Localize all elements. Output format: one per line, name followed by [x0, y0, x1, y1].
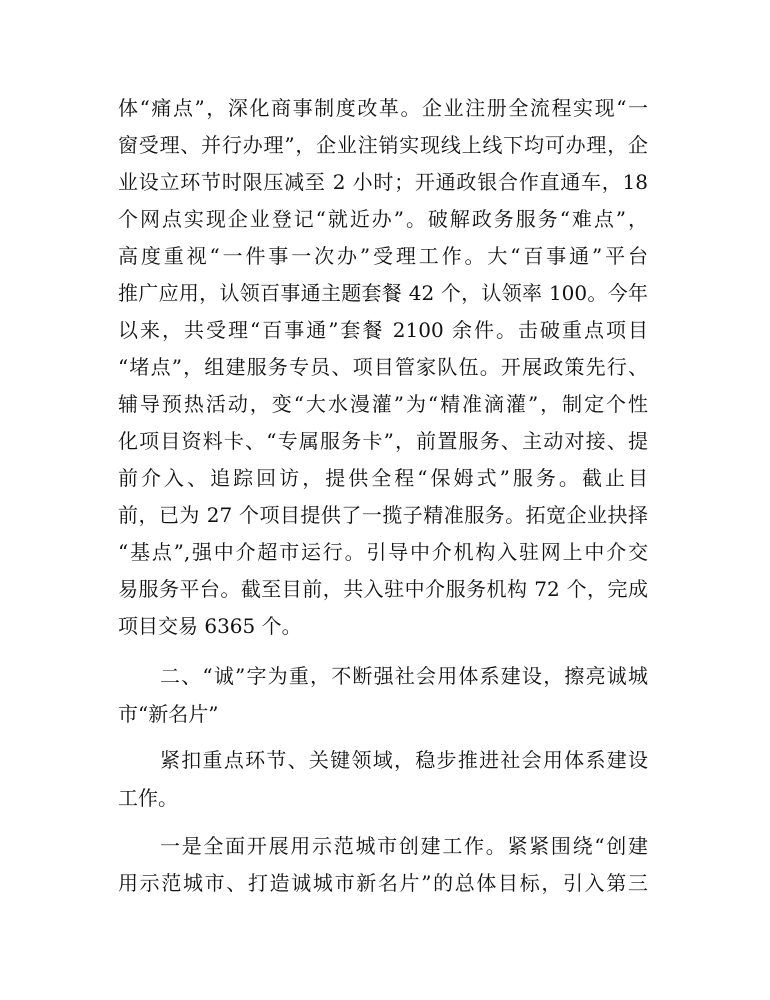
paragraph-3-line-2: 工作。: [118, 786, 178, 810]
paragraph-1-line-6: 推广应用，认领百事通主题套餐 42 个，认领率 100。今年: [118, 281, 648, 305]
paragraph-1-line-11: 前介入、追踪回访，提供全程“保姆式”服务。截止目: [118, 466, 648, 490]
paragraph-1-line-1: 体“痛点”，深化商事制度改革。企业注册全流程实现“一: [118, 96, 648, 120]
paragraph-1-line-13: “基点”,强中介超市运行。引导中介机构入驻网上中介交: [118, 540, 648, 564]
paragraph-3-line-1: 紧扣重点环节、关键领域，稳步推进社会用体系建设: [160, 748, 648, 772]
paragraph-1-line-2: 窗受理、并行办理”，企业注销实现线上线下均可办理，企: [118, 133, 648, 157]
paragraph-1-line-3: 业设立环节时限压减至 2 小时；开通政银合作直通车，18: [118, 170, 648, 194]
paragraph-1-line-4: 个网点实现企业登记“就近办”。破解政务服务“难点”，: [118, 207, 648, 231]
paragraph-1-line-9: 辅导预热活动，变“大水漫灌”为“精准滴灌”，制定个性: [118, 392, 648, 416]
paragraph-4-line-1: 一是全面开展用示范城市创建工作。紧紧围绕“创建: [160, 834, 648, 858]
paragraph-1-line-5: 高度重视“一件事一次办”受理工作。大“百事通”平台: [118, 244, 648, 268]
paragraph-1-line-14: 易服务平台。截至目前，共入驻中介服务机构 72 个，完成: [118, 577, 648, 601]
paragraph-1-line-10: 化项目资料卡、“专属服务卡”，前置服务、主动对接、提: [118, 429, 648, 453]
paragraph-1-line-12: 前，已为 27 个项目提供了一揽子精准服务。拓宽企业抉择: [118, 503, 648, 527]
paragraph-1-line-15: 项目交易 6365 个。: [118, 614, 302, 638]
paragraph-1-line-8: “堵点”，组建服务专员、项目管家队伍。开展政策先行、: [118, 355, 648, 379]
paragraph-1-line-7: 以来，共受理“百事通”套餐 2100 余件。击破重点项目: [118, 318, 648, 342]
section-heading-line-1: 二、“诚”字为重，不断强社会用体系建设，擦亮诚城: [160, 664, 648, 688]
section-heading-line-2: 市“新名片”: [118, 702, 219, 726]
paragraph-4-line-2: 用示范城市、打造诚城市新名片”的总体目标，引入第三: [118, 871, 648, 895]
